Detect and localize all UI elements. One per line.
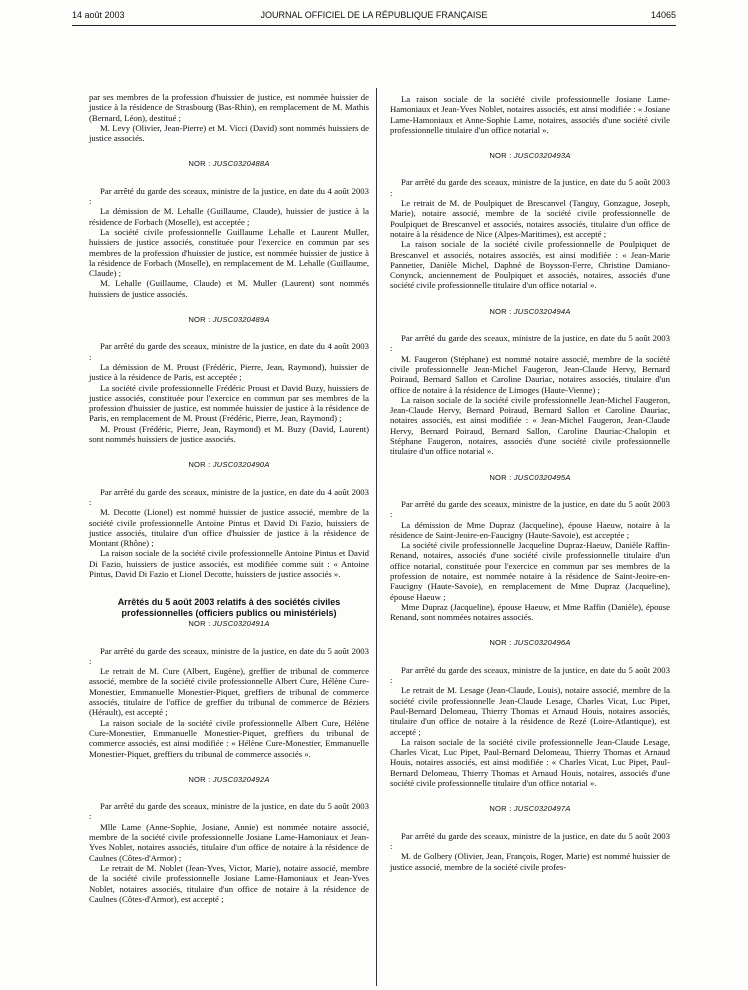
- paragraph: Par arrêté du garde des sceaux, ministre de la justice, en date du 5 août 2003 :: [390, 830, 670, 851]
- paragraph: La raison sociale de la société civile professionnelle Jean-Claude Lesage, Charles Vicat, Luc Pipet, Paul-Bernard Delomeau, Thierry Thomas et Arnaud Houis, notaires associés, est ainsi modifiée : « Charles Vicat, Luc Pipet, Paul-Bernard Delomeau, Thierry Thomas et Arnaud Houis, notaires, associés d'une société civile professionnelle titulaire d'un office notarial ».: [390, 736, 670, 789]
- nor-label: NOR :: [188, 159, 213, 169]
- paragraph: M. Faugeron (Stéphane) est nommé notaire associé, membre de la société civile professionnelle Jean-Michel Faugeron, Jean-Claude Hervy, Bernard Poiraud, Bernard Sallon et Caroline Dauriac, notaires associés, titulaire d'un office de notaire à la résidence de Limoges (Haute-Vienne) ;: [390, 353, 670, 395]
- nor-reference: [390, 638, 670, 648]
- nor-label: NOR :: [188, 460, 213, 470]
- paragraph: La raison sociale de la société civile professionnelle Albert Cure, Hélène Cure-Monestier, Emmanuelle Monestier-Piquet, greffiers du tribunal de commerce associés, est ainsi modifiée : « Hélène Cure-Monestier, Emmanuelle Monestier-Piquet, greffiers du tribunal de commerce associés ».: [89, 717, 369, 759]
- nor-reference: [390, 151, 670, 161]
- paragraph: M. de Golbery (Olivier, Jean, François, Roger, Marie) est nommé huissier de justice associé, membre de la société civile profes-: [390, 851, 670, 872]
- paragraph: Le retrait de M. de Poulpiquet de Brescanvel (Tanguy, Gonzague, Joseph, Marie), notaire associé, membre de la société civile professionnelle de Poulpiquet de Brescanvel et associés, notaires associés, titulaire d'un office de notaire à la résidence de Nice (Alpes-Maritimes), est accepté ;: [390, 198, 670, 239]
- paragraph: Par arrêté du garde des sceaux, ministre de la justice, en date du 4 août 2003 :: [89, 185, 369, 207]
- nor-code: JUSC0320496A: [513, 638, 571, 648]
- paragraph: Par arrêté du garde des sceaux, ministre de la justice, en date du 5 août 2003 :: [89, 645, 369, 666]
- nor-reference: [390, 804, 670, 814]
- page-header: [72, 10, 676, 24]
- header-rule: [72, 25, 676, 26]
- paragraph: La démission de Mme Dupraz (Jacqueline), épouse Haeuw, notaire à la résidence de Saint-Jeoire-en-Faucigny (Haute-Savoie), est acceptée ;: [390, 519, 670, 540]
- column-divider: [376, 88, 377, 986]
- paragraph: M. Decotte (Lionel) est nommé huissier de justice associé, membre de la société civile professionnelle Antoine Pintus et David Di Fazio, huissiers de justice associés, titulaire d'un office d'huissier de justice à la résidence de Montant (Rhône) ;: [89, 507, 369, 549]
- nor-code: JUSC0320492A: [212, 774, 270, 784]
- paragraph: La société civile professionnelle Guillaume Lehalle et Laurent Muller, huissiers de justice associés, constituée pour l'exercice en commun par ses membres de la profession d'huissier de justice, est nommée huissier de justice à la résidence de Forbach (Moselle), en remplacement de M. Lehalle (Guillaume, Claude) ;: [89, 226, 369, 279]
- paragraph: La raison sociale de la société civile professionnelle de Poulpiquet de Brescanvel et associés, notaires associés, est ainsi modifiée : « Jean-Marie Pannetier, Danièle Michel, Daphné de Boysson-Ferre, Christine Damiano-Conynck, anciennement de Poulpiquet et associés, notaires, associés d'une société civile professionnelle titulaire d'un office notarial ».: [390, 239, 670, 291]
- paragraph: Mme Dupraz (Jacqueline), épouse Haeuw, et Mme Raffin (Danièle), épouse Renand, sont nommées notaires associés.: [390, 601, 670, 623]
- nor-reference: [89, 460, 369, 470]
- paragraph: La démission de M. Lehalle (Guillaume, Claude), huissier de justice à la résidence de Forbach (Moselle), est acceptée ;: [89, 206, 369, 227]
- journal-title: JOURNAL OFFICIEL DE LA RÉPUBLIQUE FRANÇAISE: [260, 10, 488, 20]
- paragraph: La société civile professionnelle Frédéric Proust et David Buzy, huissiers de justice associés, constituée pour l'exercice en commun par ses membres de la profession d'huissier de justice, est nommée huissier de justice à la résidence de Paris, en remplacement de M. Proust (Frédéric, Pierre, Jean, Raymond) ;: [89, 382, 369, 424]
- nor-code: JUSC0320488A: [212, 159, 270, 169]
- paragraph: La raison sociale de la société civile professionnelle Josiane Lame-Hamoniaux et Jean-Yves Noblet, notaires associés, est ainsi modifiée : « Josiane Lame-Hamoniaux et Anne-Sophie Lame, notaires, associés d'une société civile professionnelle titulaire d'un office notarial ».: [390, 94, 670, 135]
- paragraph: Par arrêté du garde des sceaux, ministre de la justice, en date du 5 août 2003 :: [89, 801, 369, 822]
- nor-code: JUSC0320497A: [513, 804, 571, 814]
- nor-label: NOR :: [188, 315, 213, 325]
- paragraph: Par arrêté du garde des sceaux, ministre de la justice, en date du 4 août 2003 :: [89, 341, 369, 362]
- nor-label: NOR :: [489, 306, 514, 316]
- paragraph: M. Lehalle (Guillaume, Claude) et M. Muller (Laurent) sont nommés huissiers de justice associés.: [89, 278, 369, 299]
- nor-code: JUSC0320490A: [212, 460, 270, 470]
- page-number: 14065: [650, 10, 676, 20]
- nor-reference: [89, 159, 369, 169]
- paragraph: La raison sociale de la société civile professionnelle Jean-Michel Faugeron, Jean-Claude Hervy, Bernard Poiraud, Bernard Sallon et Caroline Dauriac, notaires associés, est ainsi modifiée : « Jean-Michel Faugeron, Jean-Claude Hervy, Bernard Poiraud, Bernard Sallon, Caroline Dauriac-Chalopin et Stéphane Faugeron, notaires, associés d'une société civile professionnelle titulaire d'un office notarial ».: [390, 394, 670, 457]
- paragraph: Par arrêté du garde des sceaux, ministre de la justice, en date du 5 août 2003 :: [390, 664, 670, 686]
- nor-reference: [89, 315, 369, 325]
- nor-reference: [89, 619, 369, 629]
- paragraph: Mlle Lame (Anne-Sophie, Josiane, Annie) est nommée notaire associé, membre de la société civile professionnelle Josiane Lame-Hamoniaux et Jean-Yves Noblet, notaires associés, titulaire d'un office de notaire à la résidence de Caulnes (Côtes-d'Armor) ;: [89, 821, 369, 863]
- nor-label: NOR :: [489, 472, 514, 482]
- nor-label: NOR :: [489, 151, 514, 161]
- section-title: Arrêtés du 5 août 2003 relatifs à des sociétés civiles professionnelles (officiers publics ou ministériels): [117, 597, 341, 618]
- nor-code: JUSC0320493A: [513, 151, 571, 161]
- paragraph: Par arrêté du garde des sceaux, ministre de la justice, en date du 5 août 2003 :: [390, 177, 670, 198]
- paragraph: Par arrêté du garde des sceaux, ministre de la justice, en date du 5 août 2003 :: [390, 333, 670, 354]
- paragraph: La raison sociale de la société civile professionnelle Antoine Pintus et David Di Fazio, huissiers de justice associés, est modifiée comme suit : « Antoine Pintus, David Di Fazio et Lionel Decotte, huissiers de justice associés ».: [89, 548, 369, 579]
- nor-label: NOR :: [188, 619, 213, 629]
- paragraph: Le retrait de M. Lesage (Jean-Claude, Louis), notaire associé, membre de la société civile professionnelle Jean-Claude Lesage, Charles Vicat, Luc Pipet, Paul-Bernard Delomeau, Thierry Thomas et Arnaud Houis, notaires associés, titulaire d'un office de notaire à la résidence de Rezé (Loire-Atlantique), est accepté ;: [390, 685, 670, 737]
- left-column: [89, 92, 369, 904]
- paragraph: par ses membres de la profession d'huissier de justice, est nommée huissier de justice à la résidence de Strasbourg (Bas-Rhin), en remplacement de M. Mathis (Bernard, Léon), destitué ;: [89, 92, 369, 123]
- right-column: [390, 94, 670, 990]
- nor-code: JUSC0320495A: [513, 472, 571, 482]
- paragraph: Le retrait de M. Noblet (Jean-Yves, Victor, Marie), notaire associé, membre de la société civile professionnelle Josiane Lame-Hamoniaux et Jean-Yves Noblet, notaires associés, titulaire d'un office de notaire à la résidence de Caulnes (Côtes-d'Armor), est accepté ;: [89, 862, 369, 904]
- nor-code: JUSC0320489A: [212, 315, 270, 325]
- nor-reference: [390, 307, 670, 317]
- paragraph: Par arrêté du garde des sceaux, ministre de la justice, en date du 5 août 2003 :: [390, 498, 670, 520]
- paragraph: Le retrait de M. Cure (Albert, Eugène), greffier de tribunal de commerce associé, membre de la société civile professionnelle Albert Cure, Hélène Cure-Monestier, Emmanuelle Monestier-Piquet, greffiers de tribunal de commerce associés, titulaire de l'office de greffier du tribunal de commerce de Béziers (Hérault), est accepté ;: [89, 666, 369, 718]
- header-date: 14 août 2003: [72, 10, 125, 20]
- nor-code: JUSC0320491A: [212, 619, 270, 629]
- nor-code: JUSC0320494A: [513, 306, 571, 316]
- paragraph: La démission de M. Proust (Frédéric, Pierre, Jean, Raymond), huissier de justice à la résidence de Paris, est acceptée ;: [89, 361, 369, 383]
- nor-label: NOR :: [188, 774, 213, 784]
- paragraph: M. Proust (Frédéric, Pierre, Jean, Raymond) et M. Buzy (David, Laurent) sont nommés huissiers de justice associés.: [89, 423, 369, 445]
- nor-reference: [89, 775, 369, 785]
- paragraph: M. Levy (Olivier, Jean-Pierre) et M. Vicci (David) sont nommés huissiers de justice associés.: [89, 122, 369, 144]
- nor-reference: [390, 473, 670, 483]
- paragraph: Par arrêté du garde des sceaux, ministre de la justice, en date du 4 août 2003 :: [89, 486, 369, 507]
- nor-label: NOR :: [489, 804, 514, 814]
- nor-label: NOR :: [489, 638, 514, 648]
- paragraph: La société civile professionnelle Jacqueline Dupraz-Haeuw, Danièle Raffin-Renand, notaires, associés d'une société civile professionnelle titulaire d'un office notarial, constituée pour l'exercice en commun par ses membres de la profession de notaire, est nommée notaire à la résidence de Saint-Jeoire-en-Faucigny (Haute-Savoie), en remplacement de Mme Dupraz (Jacqueline), épouse Haeuw ;: [390, 540, 670, 602]
